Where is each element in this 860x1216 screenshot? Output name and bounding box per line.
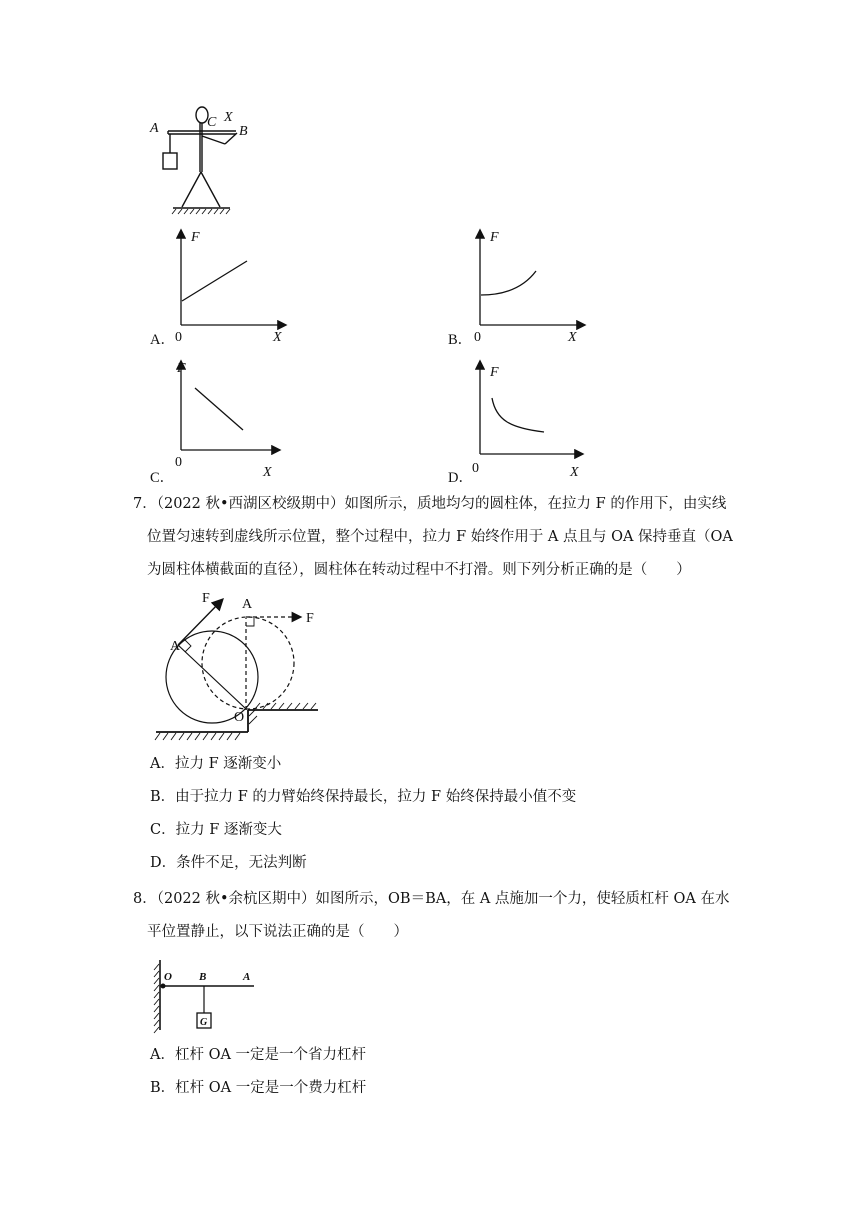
- lever-label-a: A: [243, 971, 251, 983]
- graph-a-label-f: F: [191, 230, 200, 245]
- q7-line-2: 位置匀速转到虚线所示位置，整个过程中，拉力 F 始终作用于 A 点且与 OA 保持垂直（OA: [147, 529, 733, 545]
- graph-d-label-f: F: [490, 365, 499, 380]
- graph-a-label-origin: 0: [175, 330, 182, 345]
- cylinder-label-f-left: F: [202, 591, 210, 606]
- q8-option-b[interactable]: B．杠杆 OA 一定是一个费力杠杆: [150, 1080, 367, 1096]
- q8-option-a[interactable]: A．杠杆 OA 一定是一个省力杠杆: [150, 1047, 367, 1063]
- lever-label-b: B: [199, 971, 207, 983]
- graph-option-b: [464, 225, 594, 345]
- person-label-b: B: [239, 124, 248, 139]
- person-label-x: X: [224, 110, 233, 125]
- graph-c-label-x: X: [263, 465, 272, 480]
- graph-d-label-x: X: [570, 465, 579, 480]
- figure-person-lever: [140, 100, 260, 215]
- graph-d-curve: [492, 398, 544, 432]
- graph-b-curve: [481, 271, 536, 295]
- figure-wall-lever: [150, 958, 265, 1038]
- q8-line-1: 8．（2022 秋•余杭区期中）如图所示，OB＝BA，在 A 点施加一个力，使轻质杠杆 OA 在水: [133, 891, 730, 907]
- graph-option-d: [464, 356, 594, 480]
- graph-d-label-origin: 0: [472, 461, 479, 476]
- graph-b-label-origin: 0: [474, 330, 481, 345]
- option-d-letter: D．: [448, 470, 473, 486]
- graph-b-label-x: X: [568, 330, 577, 345]
- person-label-c: C: [207, 115, 217, 130]
- graph-c-label-f: F: [177, 361, 186, 376]
- option-a-letter: A．: [150, 332, 175, 348]
- cylinder-label-a-left: A: [170, 639, 181, 654]
- q7-option-d[interactable]: D．条件不足，无法判断: [150, 855, 307, 871]
- option-b-letter: B．: [448, 332, 473, 348]
- q7-option-a[interactable]: A．拉力 F 逐渐变小: [150, 756, 282, 772]
- person-label-a: A: [150, 121, 159, 136]
- lever-label-o: O: [164, 971, 172, 983]
- graph-c-label-origin: 0: [175, 455, 182, 470]
- q8-line-2: 平位置静止，以下说法正确的是（ ）: [147, 924, 408, 940]
- graph-option-a: [165, 225, 295, 345]
- q7-line-3: 为圆柱体横截面的直径），圆柱体在转动过程中不打滑。则下列分析正确的是（ ）: [147, 562, 691, 578]
- q7-option-b[interactable]: B．由于拉力 F 的力臂始终保持最长，拉力 F 始终保持最小值不变: [150, 789, 577, 805]
- graph-a-label-x: X: [273, 330, 282, 345]
- graph-a-curve: [182, 261, 247, 301]
- graph-b-label-f: F: [490, 230, 499, 245]
- cylinder-label-a-top: A: [242, 597, 253, 612]
- graph-c-curve: [195, 388, 243, 430]
- option-c-letter: C．: [150, 470, 175, 486]
- q7-line-1: 7．（2022 秋•西湖区校级期中）如图所示，质地均匀的圆柱体，在拉力 F 的作用下，由实线: [133, 496, 727, 512]
- figure-cylinder: [150, 590, 330, 750]
- cylinder-label-f-right: F: [306, 611, 314, 626]
- cylinder-label-o: O: [234, 710, 245, 725]
- graph-option-c: [165, 356, 295, 480]
- lever-label-g: G: [200, 1017, 208, 1028]
- q7-option-c[interactable]: C．拉力 F 逐渐变大: [150, 822, 282, 838]
